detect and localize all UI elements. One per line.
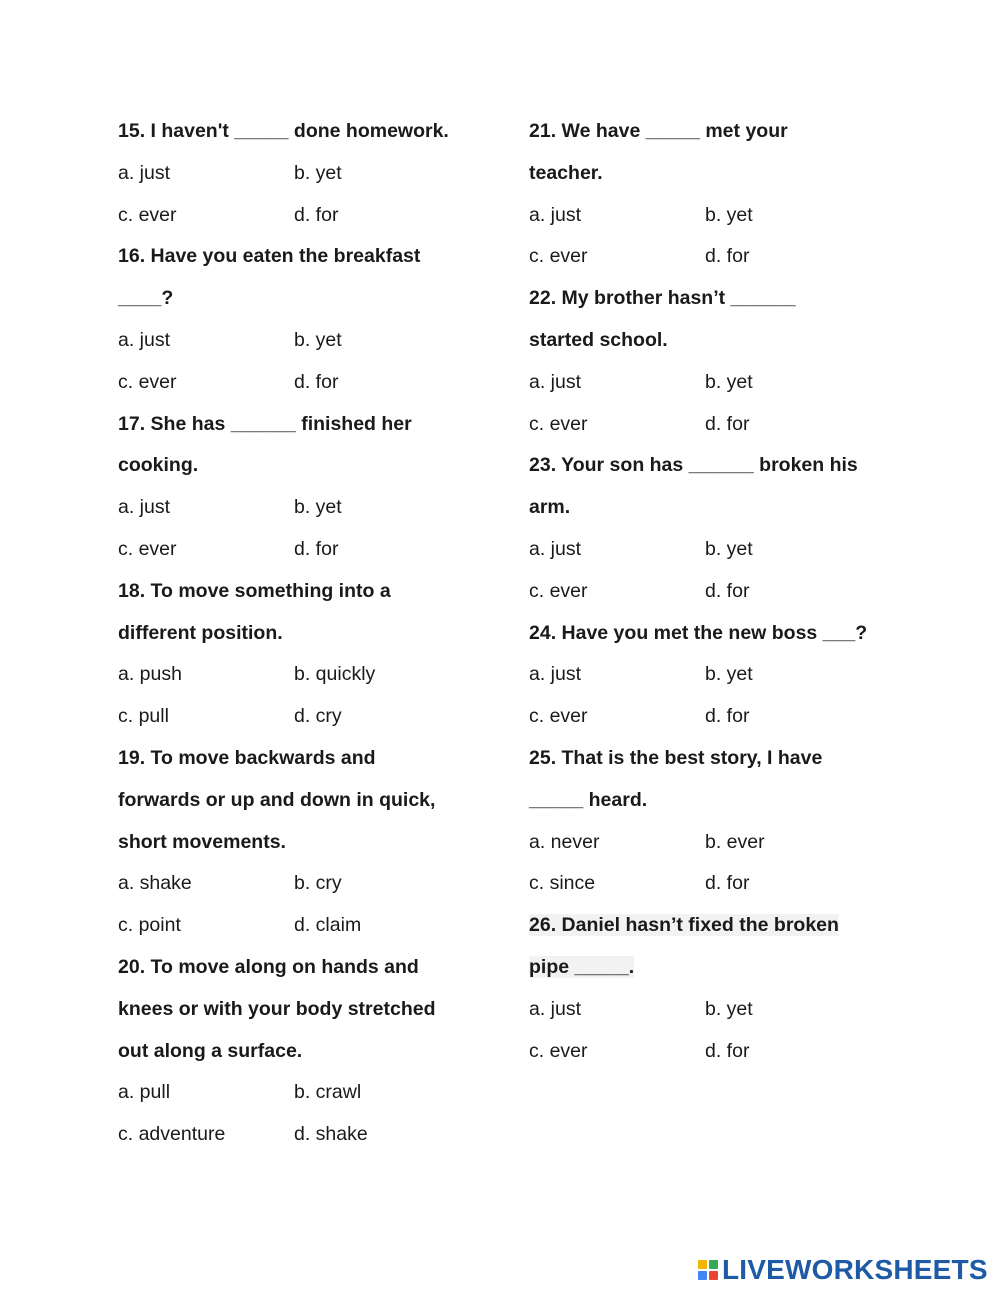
- options-row: [118, 320, 498, 362]
- question-text: _____ heard.: [529, 788, 648, 811]
- logo-icon: [698, 1260, 718, 1280]
- answer-option[interactable]: a. just: [529, 663, 582, 686]
- left-column: [118, 111, 498, 1156]
- options-row: [529, 362, 909, 404]
- answer-option[interactable]: a. just: [118, 496, 171, 519]
- highlighted-text: pipe _____.: [529, 955, 635, 978]
- question-text: 20. To move along on hands and: [118, 955, 419, 978]
- question-text: arm.: [529, 496, 571, 519]
- options-row: [118, 863, 498, 905]
- answer-option[interactable]: d. for: [705, 579, 750, 602]
- question-block: [529, 278, 909, 445]
- answer-option[interactable]: d. for: [705, 1039, 750, 1062]
- right-column: [529, 111, 909, 1072]
- question-text: short movements.: [118, 830, 286, 853]
- logo-square-icon: [698, 1271, 707, 1280]
- question-text: 15. I haven't _____ done homework.: [118, 120, 449, 142]
- options-row: [118, 487, 498, 529]
- answer-option[interactable]: b. yet: [294, 496, 342, 519]
- question-text: [529, 947, 909, 989]
- question-block: [529, 738, 909, 905]
- answer-option[interactable]: c. ever: [118, 203, 177, 226]
- options-row: [529, 989, 909, 1031]
- answer-option[interactable]: c. ever: [118, 537, 177, 560]
- answer-option[interactable]: c. adventure: [118, 1123, 226, 1146]
- question-block: [118, 947, 498, 1156]
- answer-option[interactable]: a. just: [118, 328, 171, 351]
- question-text: different position.: [118, 621, 283, 644]
- answer-option[interactable]: d. claim: [294, 914, 362, 937]
- answer-option[interactable]: a. just: [529, 997, 582, 1020]
- options-row: [529, 863, 909, 905]
- liveworksheets-logo[interactable]: [698, 1252, 988, 1288]
- answer-option[interactable]: d. for: [705, 705, 750, 728]
- options-row: [118, 153, 498, 195]
- answer-option[interactable]: d. for: [294, 370, 339, 393]
- question-text: 21. We have _____ met your: [529, 120, 788, 142]
- answer-option[interactable]: c. ever: [529, 705, 588, 728]
- question-text: 17. She has ______ finished her: [118, 412, 412, 435]
- question-text: ____?: [118, 287, 174, 310]
- question-block: [529, 613, 909, 738]
- options-row: [529, 571, 909, 613]
- question-text: 25. That is the best story, I have: [529, 746, 823, 769]
- answer-option[interactable]: b. yet: [705, 663, 753, 686]
- options-row: [529, 236, 909, 278]
- answer-option[interactable]: d. for: [294, 537, 339, 560]
- question-text: 22. My brother hasn’t ______: [529, 287, 796, 310]
- answer-option[interactable]: c. ever: [529, 245, 588, 268]
- options-row: [118, 905, 498, 947]
- question-text: 16. Have you eaten the breakfast: [118, 245, 421, 268]
- answer-option[interactable]: c. ever: [529, 412, 588, 435]
- answer-option[interactable]: c. point: [118, 914, 181, 937]
- logo-text: LIVEWORKSHEETS: [722, 1254, 988, 1285]
- options-row: [529, 1031, 909, 1073]
- question-text: started school.: [529, 328, 668, 351]
- question-text: 23. Your son has ______ broken his: [529, 454, 858, 477]
- question-text: knees or with your body stretched: [118, 997, 436, 1020]
- options-row: [529, 696, 909, 738]
- answer-option[interactable]: a. never: [529, 830, 600, 853]
- question-text: 19. To move backwards and: [118, 746, 376, 769]
- question-text: 24. Have you met the new boss ___?: [529, 621, 868, 644]
- question-block: [529, 111, 909, 278]
- answer-option[interactable]: d. for: [294, 203, 339, 226]
- answer-option[interactable]: c. ever: [529, 579, 588, 602]
- question-text: teacher.: [529, 161, 603, 184]
- options-row: [118, 1072, 498, 1114]
- answer-option[interactable]: b. yet: [705, 997, 753, 1020]
- answer-option[interactable]: d. for: [705, 245, 750, 268]
- answer-option[interactable]: b. yet: [705, 537, 753, 560]
- answer-option[interactable]: b. yet: [705, 203, 753, 226]
- options-row: [529, 195, 909, 237]
- options-row: [529, 404, 909, 446]
- question-text: cooking.: [118, 454, 199, 477]
- answer-option[interactable]: d. shake: [294, 1123, 368, 1146]
- options-row: [118, 362, 498, 404]
- answer-option[interactable]: c. ever: [118, 370, 177, 393]
- answer-option[interactable]: a. shake: [118, 872, 192, 895]
- question-block: [118, 738, 498, 947]
- question-text: out along a surface.: [118, 1039, 303, 1062]
- question-text: [529, 905, 909, 947]
- highlighted-text: 26. Daniel hasn’t fixed the broken: [529, 914, 839, 937]
- options-row: [118, 1114, 498, 1156]
- answer-option[interactable]: c. pull: [118, 705, 169, 728]
- question-block: [118, 236, 498, 403]
- options-row: [529, 654, 909, 696]
- answer-option[interactable]: b. yet: [705, 370, 753, 393]
- answer-option[interactable]: a. just: [529, 203, 582, 226]
- logo-square-icon: [709, 1260, 718, 1269]
- logo-square-icon: [709, 1271, 718, 1280]
- options-row: [118, 696, 498, 738]
- answer-option[interactable]: b. ever: [705, 830, 765, 853]
- answer-option[interactable]: b. yet: [294, 161, 342, 184]
- options-row: [118, 529, 498, 571]
- answer-option[interactable]: b. crawl: [294, 1081, 362, 1104]
- answer-option[interactable]: a. pull: [118, 1081, 171, 1104]
- answer-option[interactable]: b. cry: [294, 872, 342, 895]
- logo-square-icon: [698, 1260, 707, 1269]
- question-block: [118, 404, 498, 571]
- answer-option[interactable]: d. for: [705, 412, 750, 435]
- options-row: [118, 654, 498, 696]
- answer-option[interactable]: a. push: [118, 663, 182, 686]
- answer-option[interactable]: d. for: [705, 872, 750, 895]
- answer-option[interactable]: b. quickly: [294, 663, 376, 686]
- answer-option[interactable]: c. ever: [529, 1039, 588, 1062]
- answer-option[interactable]: a. just: [118, 161, 171, 184]
- answer-option[interactable]: d. cry: [294, 705, 342, 728]
- question-block: [529, 905, 909, 1072]
- options-row: [118, 195, 498, 237]
- question-block: [118, 571, 498, 738]
- answer-option[interactable]: a. just: [529, 370, 582, 393]
- question-block: [118, 111, 498, 236]
- answer-option[interactable]: c. since: [529, 872, 596, 895]
- question-text: forwards or up and down in quick,: [118, 788, 436, 811]
- question-text: 18. To move something into a: [118, 579, 391, 602]
- answer-option[interactable]: a. just: [529, 537, 582, 560]
- options-row: [529, 822, 909, 864]
- answer-option[interactable]: b. yet: [294, 328, 342, 351]
- options-row: [529, 529, 909, 571]
- question-block: [529, 445, 909, 612]
